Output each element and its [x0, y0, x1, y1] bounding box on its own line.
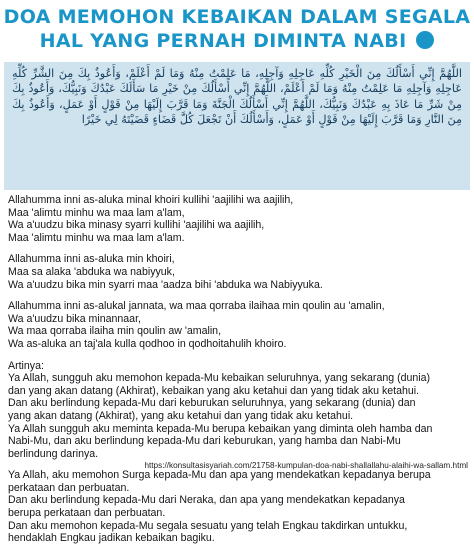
- text-line: Dan aku berlindung kepada-Mu dari keburukan seluruhnya, yang sekarang (dunia) dan: [8, 397, 416, 410]
- arabic-prayer-text: اللَّهُمَّ إِنِّي أَسْأَلُكَ مِنَ الْخَيْرِ كُلِّهِ عَاجِلِهِ وَآجِلِهِ، مَا عَلِمْتُ مِنْهُ وَمَا لَمْ أَعْلَمْ، وَأَعُوذُ بِكَ مِنَ الشَّرِّ كُلِّهِ عَاجِلِهِ وَآجِلِهِ مَا عَلِمْتُ مِنْهُ وَمَا لَمْ أَعْلَمْ، اللَّهُمَّ إِنِّي أَسْأَلُكَ مِنْ خَيْرِ مَا سَأَلَكَ عَبْدُكَ وَنَبِيُّكَ، وَأَعُوذُ بِكَ مِنْ شَرِّ مَا عَاذَ بِهِ عَبْدُكَ وَنَبِيُّكَ، اللَّهُمَّ إِنِّي أَسْأَلُكَ الْجَنَّةَ وَمَا قَرَّبَ إِلَيْهَا مِنْ قَوْلٍ أَوْ عَمَلٍ، وَأَعُوذُ بِكَ مِنَ النَّارِ وَمَا قَرَّبَ إِلَيْهَا مِنْ قَوْلٍ أَوْ عَمَلٍ، وَأَسْأَلُكَ أَنْ تَجْعَلَ كُلَّ قَضَاءٍ قَضَيْتَهُ لِي خَيْرًا: [12, 67, 462, 127]
- text-line: perkataan dan perbuatan.: [8, 481, 130, 494]
- text-line: Dan aku memohon kepada-Mu segala sesuatu yang telah Engkau takdirkan untukku,: [8, 519, 408, 532]
- text-line: berupa perkataan dan perbuatan.: [8, 507, 166, 520]
- text-line: dan yang akan datang (Akhirat), kebaikan yang aku ketahui dan yang tidak aku ketahui.: [8, 384, 420, 397]
- text-line: Maa sa alaka 'abduka wa nabiyyuk,: [8, 265, 175, 278]
- text-line: Wa maa qorraba ilaiha min qoulin aw 'amalin,: [8, 325, 222, 338]
- text-line: Wa a'uudzu bika minannaar,: [8, 312, 141, 325]
- paragraph: [8, 194, 470, 244]
- paragraph: [8, 360, 470, 461]
- transliteration-and-translation: [8, 194, 470, 554]
- title-line-2-text: HAL YANG PERNAH DIMINTA NABI: [39, 30, 407, 52]
- paragraph: [8, 253, 470, 291]
- text-line: Wa as-aluka an taj'ala kulla qodhoo in qodhoitahulih khoiro.: [8, 337, 287, 350]
- text-line: Ya Allah, aku memohon Surga kepada-Mu dan apa yang mendekatkan kepadanya berupa: [8, 469, 431, 482]
- source-url: https://konsultasisyariah.com/21758-kumpulan-doa-nabi-shallallahu-alaihi-wa-sallam.html: [144, 461, 468, 470]
- text-line: Wa a'uudzu bika minasy syarri kullihi 'aajilihi wa aajilih,: [8, 219, 265, 232]
- text-line: Allahumma inni as-aluka minal khoiri kullihi 'aajilihi wa aajilih,: [8, 194, 294, 206]
- arabic-prayer-box: [4, 62, 470, 190]
- text-line: berlindung darinya.: [8, 447, 99, 460]
- text-line: Maa 'alimtu minhu wa maa lam a'lam.: [8, 231, 185, 244]
- page-title: [0, 0, 474, 56]
- text-line: Ya Allah sungguh aku meminta kepada-Mu berupa kebaikan yang diminta oleh hamba dan: [8, 422, 433, 435]
- text-line: Artinya:: [8, 359, 44, 372]
- title-line-2: [0, 29, 474, 53]
- text-line: Ya Allah, sungguh aku memohon kepada-Mu kebaikan seluruhnya, yang sekarang (dunia): [8, 372, 431, 385]
- text-line: Maa 'alimtu minhu wa maa lam a'lam,: [8, 206, 185, 219]
- saw-seal-icon: [416, 31, 434, 49]
- text-line: hendaklah Engkau jadikan kebaikan bagiku.: [8, 532, 215, 545]
- paragraph: [8, 469, 470, 545]
- text-line: yang akan datang (Akhirat), yang aku ketahui dan yang tidak aku ketahui.: [8, 409, 354, 422]
- text-line: Wa a'uudzu bika min syarri maa 'aadza bihi 'abduka wa Nabiyyuka.: [8, 278, 323, 291]
- title-line-1: DOA MEMOHON KEBAIKAN DALAM SEGALA: [3, 6, 471, 28]
- text-line: Allahumma inni as-alukal jannata, wa maa qorraba ilaihaa min qoulin au 'amalin,: [8, 300, 385, 313]
- text-line: Dan aku berlindung kepada-Mu dari Neraka, dan apa yang mendekatkan kepadanya: [8, 494, 405, 507]
- text-line: Nabi-Mu, dan aku berlindung kepada-Mu dari keburukan, yang hamba dan Nabi-Mu: [8, 435, 401, 448]
- text-line: Allahumma inni as-aluka min khoiri,: [8, 253, 175, 266]
- paragraph: [8, 300, 470, 350]
